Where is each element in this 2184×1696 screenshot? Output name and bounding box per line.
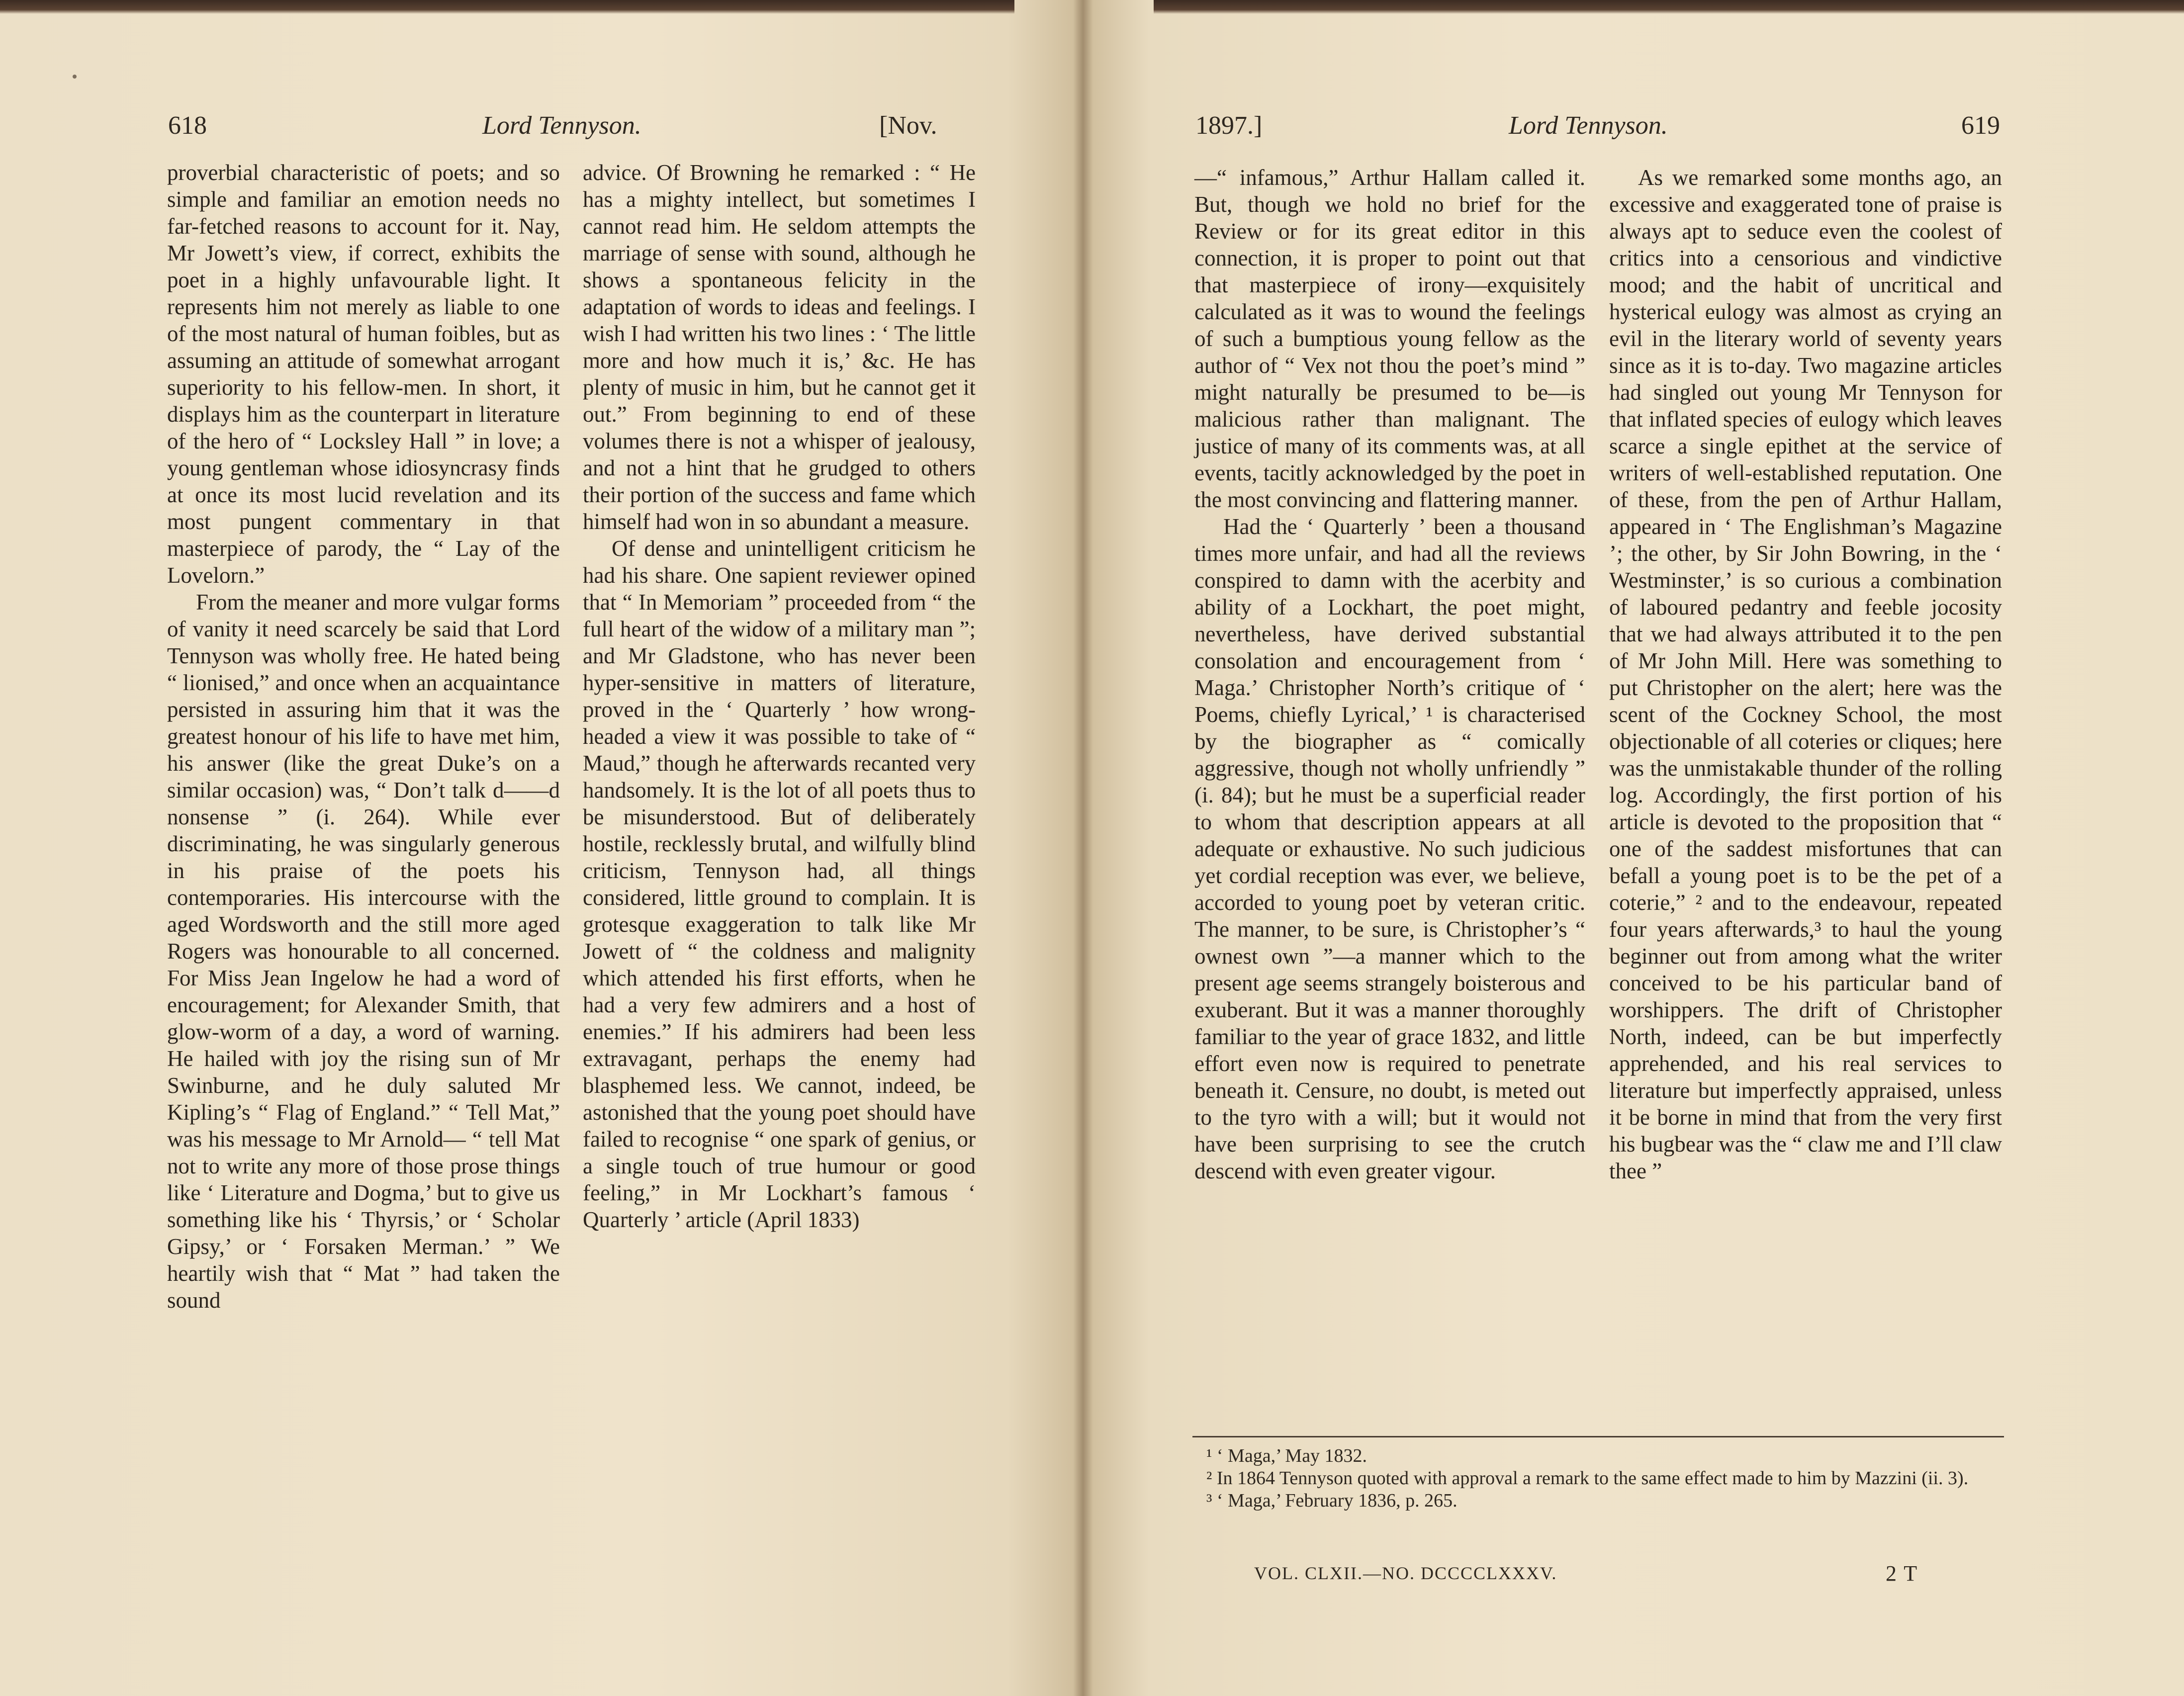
paper-spot [73,75,77,79]
left-page-column-1 [167,159,560,1314]
paragraph: Had the ‘ Quarterly ’ been a thousand times more unfair, and had all the reviews conspired to damn with the acerbity and ability of a Lockhart, the poet might, nevertheless, have derived substantial consolation and encouragement from ‘ Maga.’ Christopher North’s critique of ‘ Poems, chiefly Lyrical,’ ¹ is characterised by the biographer as “ comically aggressive, though not wholly unfriendly ” (i. 84); but he must be a superficial reader to whom that description appears at all adequate or exhaustive. No such judicious yet cordial reception was ever, we believe, accorded to young poet by veteran critic. The manner, to be sure, is Christopher’s “ ownest own ”—a manner which to the present age seems strangely boisterous and exuberant. But it was a manner thoroughly familiar to the year of grace 1832, and little effort even now is required to penetrate beneath it. Censure, no doubt, is meted out to the tyro with a will; but it would not have been surprising to see the crutch descend with even greater vigour. [1194,514,1585,1183]
right-running-header [1195,108,2001,143]
footnote: ² In 1864 Tennyson quoted with approval a remark to the same effect made to him by Mazzini (ii. 3). [1206,1468,1969,1489]
footnotes [1192,1445,2004,1512]
signature-mark: 2 T [1886,1561,1918,1586]
running-title: Lord Tennyson. [482,111,641,140]
top-edge-shadow-right [1154,0,2184,14]
left-page-column-2 [583,159,976,1233]
right-page-column-2 [1609,164,2002,1184]
running-month: [Nov. [879,111,937,140]
page-number: 618 [168,111,207,140]
paragraph: advice. Of Browning he remarked : “ He has a mighty intellect, but sometimes I cannot read him. He seldom attempts the marriage of sense with sound, although he shows a spontaneous felicity in the adaptation of words to ideas and feelings. I wish I had written his two lines : ‘ The little more and how much it is,’ &c. He has plenty of music in him, but he cannot get it out.” From beginning to end of these volumes there is not a whisper of jealousy, and not a hint that he grudged to others their portion of the success and fame which himself had won in so abundant a measure. [583,160,976,534]
footnote: ¹ ‘ Maga,’ May 1832. [1206,1445,1367,1466]
paragraph: As we remarked some months ago, an excessive and exaggerated tone of praise is always apt to seduce even the coolest of critics into a censorious and vindictive mood; and the habit of uncritical and hysterical eulogy was almost as crying an evil in the literary world of seventy years since as it is to-day. Two magazine articles had singled out young Mr Tennyson for that inflated species of eulogy which leaves scarce a single epithet at the service of writers of well-established reputation. One of these, from the pen of Arthur Hallam, appeared in ‘ The Englishman’s Magazine ’; the other, by Sir John Bowring, in the ‘ Westminster,’ is so curious a combination of laboured pedantry and feeble jocosity that we had always attributed it to the pen of Mr John Mill. Here was something to put Christopher on the alert; here was the scent of the Cockney School, the most objectionable of all coteries or cliques; here was the unmistakable thunder of the rolling log. Accordingly, the first portion of his article is devoted to the proposition that “ one of the saddest misfortunes that can befall a young poet is to be the pet of a coterie,” ² and to the endeavour, repeated four years afterwards,³ to haul the young beginner out from among what the writer conceived to be his particular band of worshippers. The drift of Christopher North, indeed, can be but imperfectly apprehended, and his real services to literature but imperfectly appraised, unless it be borne in mind that from the very first his bugbear was the “ claw me and I’ll claw thee ” [1609,165,2002,1183]
top-edge-shadow-left [0,0,1014,14]
right-page-column-1 [1194,164,1585,1184]
footnote: ³ ‘ Maga,’ February 1836, p. 265. [1206,1490,1457,1511]
page-number: 619 [1961,111,2000,140]
volume-signature: VOL. CLXII.—NO. DCCCCLXXXV. [1254,1563,1557,1583]
paragraph: From the meaner and more vulgar forms of vanity it need scarcely be said that Lord Tennyson was wholly free. He hated being “ lionised,” and once when an acquaintance persisted in assuring him that it was the greatest honour of his life to have met him, his answer (like the great Duke’s on a similar occasion) was, “ Don’t talk d——d nonsense ” (i. 264). While ever discriminating, he was singularly generous in his praise of the poets his contemporaries. His intercourse with the aged Wordsworth and the still more aged Rogers was honourable to all concerned. For Miss Jean Ingelow he had a word of encouragement; for Alexander Smith, that glow-worm of a day, a word of warning. He hailed with joy the rising sun of Mr Swinburne, and he duly saluted Mr Kipling’s “ Flag of England.” “ Tell Mat,” was his message to Mr Arnold— “ tell Mat not to write any more of those prose things like ‘ Literature and Dogma,’ but to give us something like his ‘ Thyrsis,’ or ‘ Scholar Gipsy,’ or ‘ Forsaken Merman.’ ” We heartily wish that “ Mat ” had taken the sound [167,590,560,1313]
book-gutter [1073,0,1093,1696]
paragraph: —“ infamous,” Arthur Hallam called it. But, though we hold no brief for the Review or for its great editor in this connection, it is proper to point out that that masterpiece of irony—exquisitely calculated as it was to wound the feelings of such a bumptious young fellow as the author of “ Vex not thou the poet’s mind ” might naturally be presumed to be—is malicious rather than malignant. The justice of many of its comments was, at all events, tacitly acknowledged by the poet in the most convincing and flattering manner. [1194,165,1585,512]
paragraph: proverbial characteristic of poets; and so simple and familiar an emotion needs no far-fetched reasons to account for it. Nay, Mr Jowett’s view, if correct, exhibits the poet in a highly unfavourable light. It represents him not merely as liable to one of the most natural of human foibles, but as assuming an attitude of somewhat arrogant superiority to his fellow-men. In short, it displays him as the counterpart in literature of the hero of “ Locksley Hall ” in love; a young gentleman whose idiosyncrasy finds at once its most lucid revelation and its most pungent commentary in that masterpiece of parody, the “ Lay of the Lovelorn.” [167,160,560,588]
left-running-header [168,108,979,143]
running-year: 1897.] [1195,111,1263,140]
running-title: Lord Tennyson. [1509,111,1668,140]
footnote-rule [1192,1436,2004,1437]
paragraph: Of dense and unintelligent criticism he had his share. One sapient reviewer opined that “ In Memoriam ” proceeded from “ the full heart of the widow of a military man ”; and Mr Gladstone, who has never been hyper-sensitive in matters of literature, proved in the ‘ Quarterly ’ how wrong-headed a view it was possible to take of “ Maud,” though he afterwards recanted very handsomely. It is the lot of all poets thus to be misunderstood. But of deliberately hostile, recklessly brutal, and wilfully blind criticism, Tennyson had, all things considered, little ground to complain. It is grotesque exaggeration to talk like Mr Jowett of “ the coldness and malignity which attended his first efforts, when he had a very few admirers and a host of enemies.” If his admirers had been less extravagant, perhaps the enemy had blasphemed less. We cannot, indeed, be astonished that the young poet should have failed to recognise “ one spark of genius, or a single touch of true humour or good feeling,” in Mr Lockhart’s famous ‘ Quarterly ’ article (April 1833) [583,536,976,1232]
